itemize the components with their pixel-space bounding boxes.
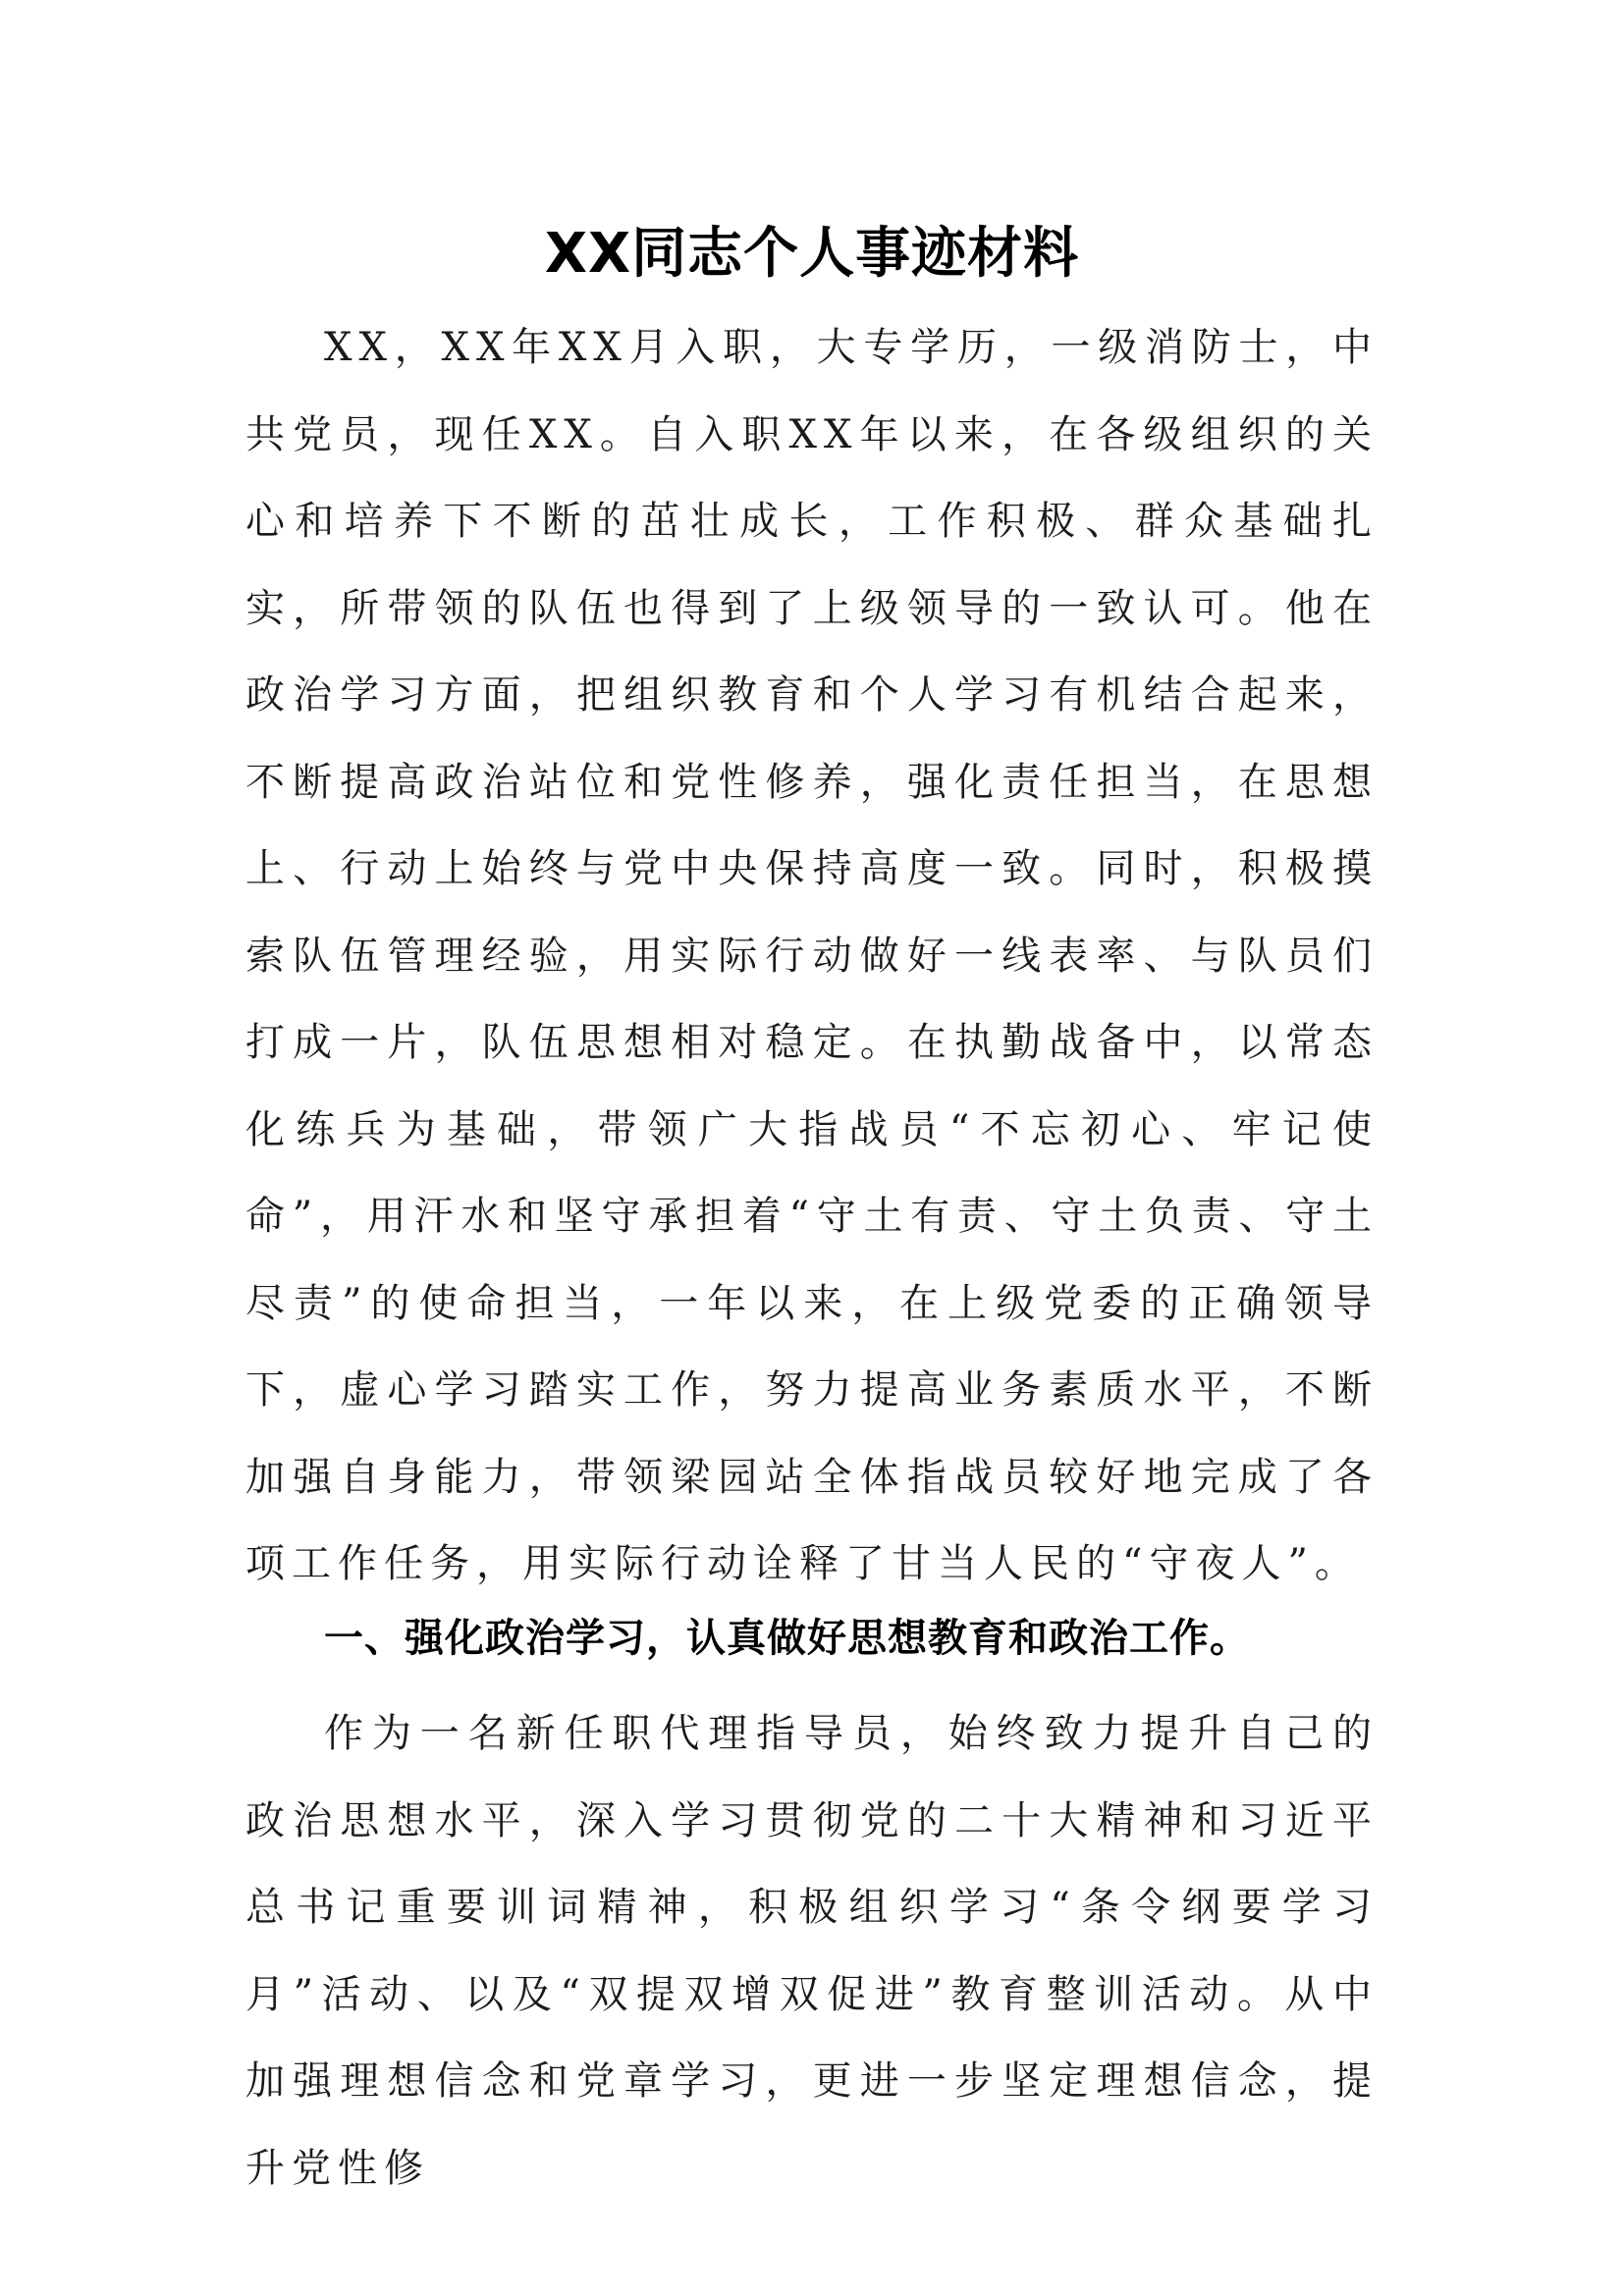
document-title: XX同志个人事迹材料 — [544, 222, 1080, 286]
section-1-paragraph: 作为一名新任职代理指导员，始终致力提升自己的政治思想水平，深入学习贯彻党的二十大精神和习近平总书记重要训词精神，积极组织学习“条令纲要学习月”活动、以及“双提双增双促进”教育整训活动。从中加强理想信念和党章学习，更进一步坚定理想信念，提升党性修 — [245, 1711, 1379, 2191]
section-heading-1: 一、强化政治学习，认真做好思想教育和政治工作。 — [324, 1616, 1250, 1661]
intro-paragraph: XX，XX年XX月入职，大专学历，一级消防士，中共党员，现任XX。自入职XX年以来，在各级组织的关心和培养下不断的茁壮成长，工作积极、群众基础扎实，所带领的队伍也得到了上级领导的一致认可。他在政治学习方面，把组织教育和个人学习有机结合起来，不断提高政治站位和党性修养，强化责任担当，在思想上、行动上始终与党中央保持高度一致。同时，积极摸索队伍管理经验，用实际行动做好一线表率、与队员们打成一片，队伍思想相对稳定。在执勤战备中，以常态化练兵为基础，带领广大指战员“不忘初心、牢记使命”，用汗水和坚守承担着“守土有责、守土负责、守土尽责”的使命担当，一年以来，在上级党委的正确领导下，虚心学习踏实工作，努力提高业务素质水平，不断加强自身能力，带领梁园站全体指战员较好地完成了各项工作任务，用实际行动诠释了甘当人民的“守夜人”。 — [245, 325, 1379, 1586]
